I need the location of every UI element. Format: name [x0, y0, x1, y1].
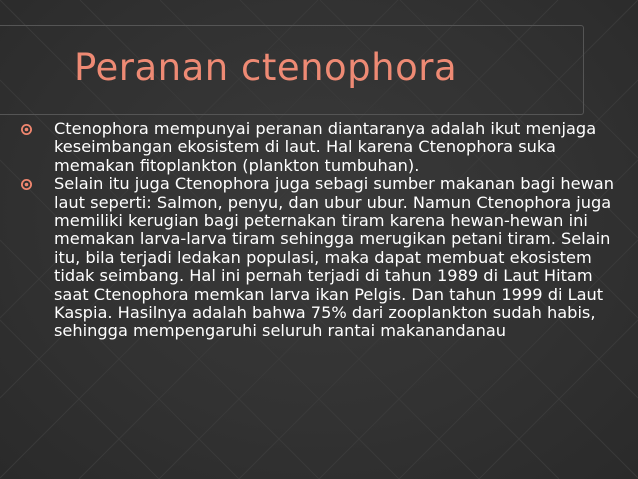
- slide-title: Peranan ctenophora: [74, 46, 458, 89]
- double-ring-bullet-icon: [21, 179, 32, 190]
- bullet-list: [18, 120, 630, 341]
- list-item: [18, 120, 630, 175]
- double-ring-bullet-icon: [21, 124, 32, 135]
- list-item: [18, 175, 630, 341]
- list-item-text: Selain itu juga Ctenophora juga sebagi sumber makanan bagi hewan laut seperti: Salmon, penyu, dan ubur ubur. Namun Ctenophora juga memiliki kerugian bagi peternakan tiram karena hewan-hewan ini memakan larva-larva tiram sehingga merugikan petani tiram. Selain itu, bila terjadi ledakan populasi, maka dapat membuat ekosistem tidak seimbang. Hal ini pernah terjadi di tahun 1989 di Laut Hitam saat Ctenophora memkan larva ikan Pelgis. Dan tahun 1999 di Laut Kaspia. Hasilnya adalah bahwa 75% dari zooplankton sudah habis, sehingga mempengaruhi seluruh rantai makanandanau: [54, 174, 614, 341]
- list-item-text: Ctenophora mempunyai peranan diantaranya adalah ikut menjaga keseimbangan ekosistem di laut. Hal karena Ctenophora suka memakan fitoplankton (plankton tumbuhan).: [54, 119, 597, 175]
